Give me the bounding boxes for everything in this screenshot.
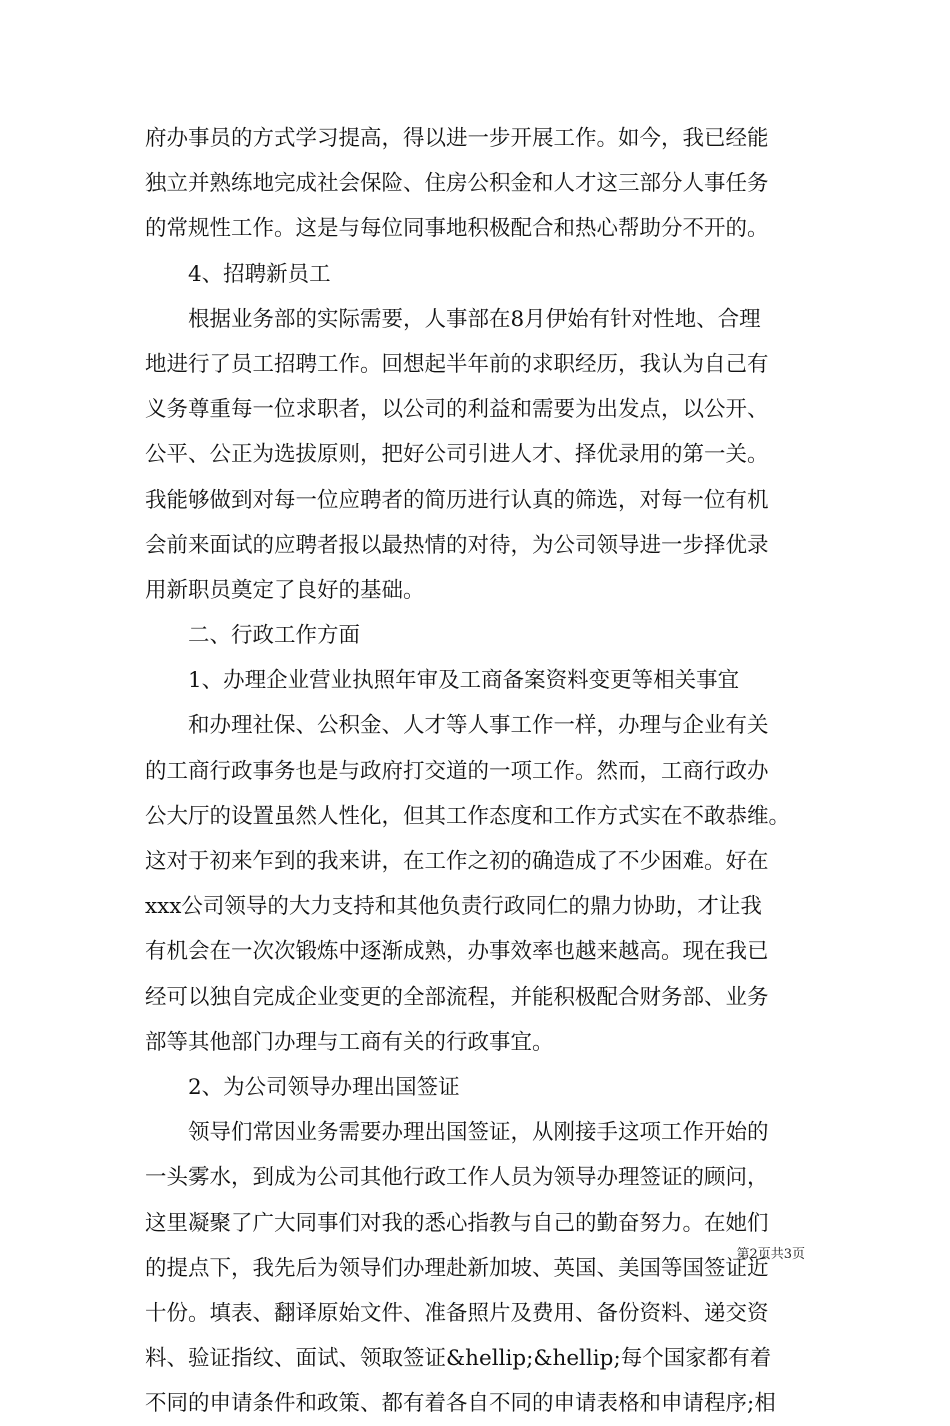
section-heading: 4、招聘新员工 [188,261,331,287]
text-line: 料、验证指纹、面试、领取签证&hellip;&hellip;每个国家都有着 [145,1346,772,1372]
text-line: 我能够做到对每一位应聘者的简历进行认真的筛选，对每一位有机 [145,487,769,513]
text-line: 这里凝聚了广大同事们对我的悉心指教与自己的勤奋努力。在她们 [145,1210,769,1236]
text-line: 经可以独自完成企业变更的全部流程，并能积极配合财务部、业务 [145,984,769,1010]
text-line: 会前来面试的应聘者报以最热情的对待，为公司领导进一步择优录 [145,532,769,558]
text-line: 部等其他部门办理与工商有关的行政事宜。 [145,1029,554,1055]
text-line: 这对于初来乍到的我来讲，在工作之初的确造成了不少困难。好在 [145,849,769,874]
text-line: 十份。填表、翻译原始文件、准备照片及费用、备份资料、递交资 [145,1300,769,1326]
text-line: 的提点下，我先后为领导们办理赴新加坡、英国、美国等国签证近 [145,1255,769,1281]
text-line: 地进行了员工招聘工作。回想起半年前的求职经历，我认为自己有 [145,351,769,377]
text-line: 府办事员的方式学习提高，得以进一步开展工作。如今，我已经能 [145,126,769,151]
text-line: xxx公司领导的大力支持和其他负责行政同仁的鼎力协助，才让我 [145,894,762,920]
text-line: 有机会在一次次锻炼中逐渐成熟，办事效率也越来越高。现在我已 [145,939,769,965]
section-heading: 1、办理企业营业执照年审及工商备案资料变更等相关事宜 [188,668,740,694]
paragraph-start: 和办理社保、公积金、人才等人事工作一样，办理与企业有关 [188,713,769,739]
text-line: 独立并熟练地完成社会保险、住房公积金和人才这三部分人事任务 [145,171,769,197]
text-line: 不同的申请条件和政策、都有着各自不同的申请表格和申请程序;相 [145,1391,776,1417]
text-line: 义务尊重每一位求职者，以公司的利益和需要为出发点，以公开、 [145,397,769,423]
section-heading: 二、行政工作方面 [188,623,361,649]
page-number: 第2页共3页 [736,1247,805,1262]
text-line: 的常规性工作。这是与每位同事地积极配合和热心帮助分不开的。 [145,216,769,242]
paragraph-start: 领导们常因业务需要办理出国签证，从刚接手这项工作开始的 [188,1120,769,1146]
text-line: 公平、公正为选拔原则，把好公司引进人才、择优录用的第一关。 [145,442,769,468]
text-line: 用新职员奠定了良好的基础。 [145,577,425,603]
section-heading: 2、为公司领导办理出国签证 [188,1074,460,1100]
paragraph-start: 根据业务部的实际需要，人事部在8月伊始有针对性地、合理 [188,306,761,332]
text-line: 公大厅的设置虽然人性化，但其工作态度和工作方式实在不敢恭维。 [145,803,791,829]
text-line: 一头雾水，到成为公司其他行政工作人员为领导办理签证的顾问， [145,1165,769,1191]
text-line: 的工商行政事务也是与政府打交道的一项工作。然而，工商行政办 [145,758,769,784]
body-text [145,116,815,1426]
